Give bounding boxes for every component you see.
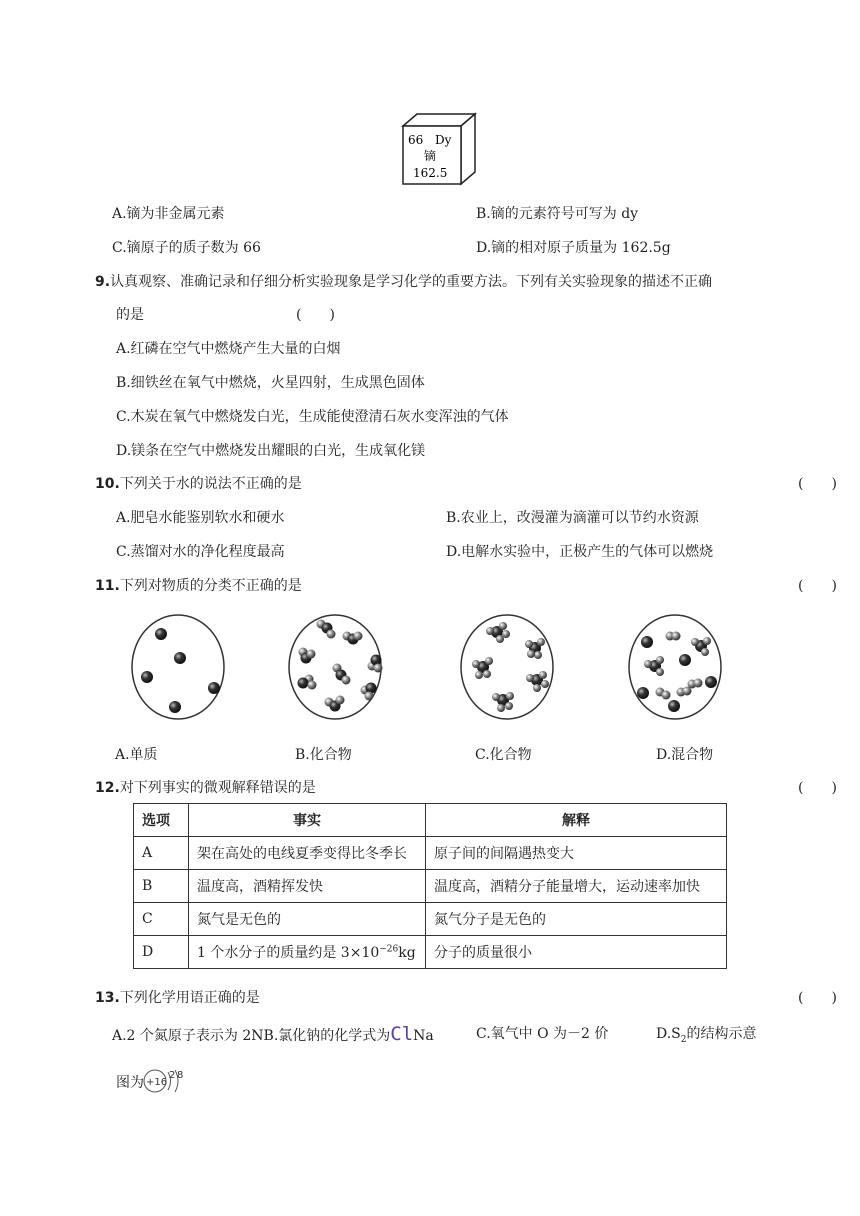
header-option: 选项 [134,804,189,837]
q9-option-c: C.木炭在氧气中燃烧发白光，生成能使澄清石灰水变浑浊的气体 [116,409,509,425]
q9-stem [95,271,712,291]
q11-answer-paren: ( ) [798,578,837,594]
row-explain: 原子间的间隔遇热变大 [426,837,727,870]
row-explain: 分子的质量很小 [426,936,727,969]
chlorine-symbol: Cl [390,1023,414,1045]
q10-stem [95,473,302,493]
nucleus-charge: +16 [146,1077,168,1088]
row-option: A [134,837,189,870]
q9-number: 9. [95,274,111,290]
element-name: 镝 [424,149,437,163]
row-explain: 氮气分子是无色的 [426,903,727,936]
table-row [134,870,727,903]
q10-answer-paren: ( ) [798,476,837,492]
facts-table [133,803,727,969]
particle-diagram-d [625,612,725,722]
fact-exponent: −26 [379,944,399,955]
q9-stem-text: 认真观察、准确记录和仔细分析实验现象是学习化学的重要方法。下列有关实验现象的描述不正确 [110,274,713,290]
q12-stem [95,777,316,797]
q11-stem-text: 下列对物质的分类不正确的是 [119,578,302,594]
q9-option-a: A.红磷在空气中燃烧产生大量的白烟 [116,341,341,357]
q12-number: 12. [95,780,120,796]
row-explain: 温度高，酒精分子能量增大，运动速率加快 [426,870,727,903]
table-row [134,936,727,969]
particle-diagram-a [128,612,228,722]
q11-option-d: D.混合物 [656,747,714,763]
row-fact: 温度高，酒精挥发快 [189,870,426,903]
shell-2-electrons: 8 [177,1070,184,1081]
fact-unit: kg [398,945,416,961]
q9-option-b: B.细铁丝在氧气中燃烧，火星四射，生成黑色固体 [116,375,425,391]
q10-option-b: B.农业上，改漫灌为滴灌可以节约水资源 [446,510,699,526]
q10-option-c: C.蒸馏对水的净化程度最高 [116,544,285,560]
q10-stem-text: 下列关于水的说法不正确的是 [119,476,302,492]
table-header-row [134,804,727,837]
q9-answer-paren: ( ) [296,307,335,323]
q10-option-d: D.电解水实验中，正极产生的气体可以燃烧 [446,544,714,560]
q11-option-c: C.化合物 [475,747,532,763]
row-option: B [134,870,189,903]
q9-stem-cont: 的是 [116,307,144,323]
q10-number: 10. [95,476,120,492]
q13-stem [95,987,260,1007]
row-option: D [134,936,189,969]
q11-option-b: B.化合物 [295,747,352,763]
q13-line2: 图为 [116,1075,144,1091]
row-fact: 氮气是无色的 [189,903,426,936]
q13-option-c: C.氧气中 O 为－2 价 [476,1026,609,1042]
fact-text: 1 个水分子的质量约是 3×10 [197,945,380,961]
q11-stem [95,575,302,595]
q8-option-b: B.镝的元素符号可写为 dy [476,206,639,222]
q13-answer-paren: ( ) [798,990,837,1006]
element-mass: 162.5 [413,166,448,180]
element-symbol: Dy [435,133,452,147]
q11-option-a: A.单质 [115,747,158,763]
header-explain: 解释 [426,804,727,837]
q13-stem-text: 下列化学用语正确的是 [119,990,260,1006]
sodium-symbol: Na [413,1028,434,1044]
q10-option-a: A.肥皂水能鉴别软水和硬水 [116,510,285,526]
q13-option-d [656,1023,757,1045]
q13-option-b: B.氯化钠的化学式为 [263,1028,391,1044]
q13-option-d-text: D.S [656,1026,681,1042]
element-number: 66 [408,133,424,147]
q13-option-d-text-cont: 的结构示意 [686,1026,757,1042]
shell-1-electrons: 2 [169,1070,176,1081]
q8-option-a: A.镝为非金属元素 [112,206,225,222]
row-fact: 架在高处的电线夏季变得比冬季长 [189,837,426,870]
q8-option-c: C.镝原子的质子数为 66 [112,240,261,256]
q12-stem-text: 对下列事实的微观解释错误的是 [119,780,316,796]
row-option: C [134,903,189,936]
element-tile-figure [399,112,479,188]
subscript: 2 [680,1034,687,1045]
q13-option-a: A.2 个氮原子表示为 2N [112,1028,264,1044]
q9-option-d: D.镁条在空气中燃烧发出耀眼的白光，生成氧化镁 [116,443,426,459]
row-fact [189,936,426,969]
q13-number: 13. [95,990,120,1006]
atomic-structure-diagram [142,1066,186,1096]
particle-diagram-c [457,612,557,722]
header-fact: 事实 [189,804,426,837]
table-row [134,837,727,870]
q13-options-ab [112,1023,434,1045]
q8-option-d: D.镝的相对原子质量为 162.5g [476,240,671,256]
table-row [134,903,727,936]
q12-answer-paren: ( ) [798,780,837,796]
q11-number: 11. [95,578,120,594]
particle-diagram-b [285,612,385,722]
